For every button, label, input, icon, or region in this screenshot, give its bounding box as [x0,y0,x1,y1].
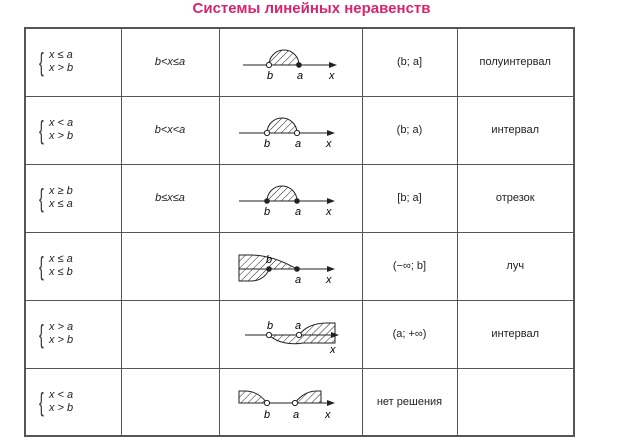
number-line-cell [219,368,362,436]
label-x: x [328,70,334,83]
solution-arc [267,186,297,201]
closed-point-a [294,266,300,272]
label-b: b [263,138,270,150]
double-inequality [121,300,219,368]
open-point-b [266,63,271,68]
system-line: x > b [49,334,74,346]
interval-name [457,368,574,436]
double-inequality [121,368,219,436]
system-cell [25,300,121,368]
system-line: x > a [49,321,74,333]
label-x: x [329,344,335,356]
label-b: b [265,254,272,266]
solution-region-b [239,269,269,281]
axis-arrow-icon [327,266,335,272]
system-line: x ≤ a [49,253,73,265]
label-x: x [325,274,331,286]
system-line: x ≥ b [49,185,73,197]
number-line-diagram [231,309,351,359]
label-a: a [296,70,303,83]
axis-arrow-icon [327,130,335,136]
table-row [25,368,574,436]
system-line: x < a [49,117,74,129]
number-line-cell [219,232,362,300]
closed-point-b [266,266,272,272]
number-line-diagram [231,105,351,155]
label-b: b [266,320,273,332]
open-point-b [266,332,271,337]
open-point-a [294,130,299,135]
closed-point-b [264,198,270,204]
interval-notation: (b; a] [362,28,457,96]
double-inequality: b≤x≤a [121,164,219,232]
label-b: b [266,70,273,83]
system-line: x ≤ a [49,49,73,62]
label-b: b [263,206,270,218]
brace-icon: { [39,386,44,417]
system-line: x ≤ a [49,198,73,210]
system-cell [25,96,121,164]
interval-name: отрезок [457,164,574,232]
system-line: x > b [49,401,74,414]
open-point-a [296,332,301,337]
brace-icon: { [39,251,44,281]
interval-name: луч [457,232,574,300]
solution-region-a [299,323,335,335]
brace-icon: { [39,183,44,213]
interval-notation: нет решения [362,368,457,436]
system-line: x < a [49,388,74,401]
number-line-diagram [231,37,351,87]
number-line-diagram [231,173,351,223]
label-a: a [294,320,301,332]
axis-arrow-icon [329,62,337,68]
double-inequality: b<x≤a [121,28,219,96]
label-a: a [294,274,301,286]
axis-arrow-icon [327,198,335,204]
number-line-diagram [231,377,351,427]
interval-name: интервал [457,300,574,368]
interval-notation: (a; +∞) [362,300,457,368]
number-line-diagram [231,241,351,291]
table-row [25,300,574,368]
system-line: x ≤ b [49,266,73,278]
number-line-cell [219,96,362,164]
table-row [25,164,574,232]
interval-notation: (−∞; b] [362,232,457,300]
system-cell [25,28,121,96]
label-a: a [292,408,299,421]
system-cell [25,232,121,300]
interval-name: полуинтервал [457,28,574,96]
table-row [25,96,574,164]
brace-icon: { [39,47,44,78]
double-inequality: b<x<a [121,96,219,164]
open-point-b [264,130,269,135]
label-x: x [324,408,330,421]
system-cell [25,368,121,436]
double-inequality [121,232,219,300]
interval-notation: (b; a) [362,96,457,164]
interval-notation: [b; a] [362,164,457,232]
solution-arc [269,50,299,65]
table-row [25,232,574,300]
solution-region-b [295,391,321,403]
interval-name: интервал [457,96,574,164]
number-line-cell [219,300,362,368]
system-line: x > b [49,62,74,75]
open-point-b [264,400,269,405]
system-cell [25,164,121,232]
solution-region-a [239,391,267,403]
number-line-cell [219,28,362,96]
label-a: a [294,138,301,150]
system-line: x > b [49,130,74,142]
label-a: a [294,206,301,218]
brace-icon: { [39,319,44,349]
closed-point-a [294,198,300,204]
inequality-systems-table [24,27,575,437]
solution-region-b [269,335,335,344]
axis-arrow-icon [327,400,335,406]
solution-arc [267,118,297,133]
page-title: Системы линейных неравенств [192,0,431,17]
open-point-a [292,400,297,405]
label-x: x [325,138,331,150]
label-b: b [263,408,270,421]
number-line-cell [219,164,362,232]
closed-point-a [296,62,302,68]
label-x: x [325,206,331,218]
table-row [25,28,574,96]
brace-icon: { [39,115,44,145]
